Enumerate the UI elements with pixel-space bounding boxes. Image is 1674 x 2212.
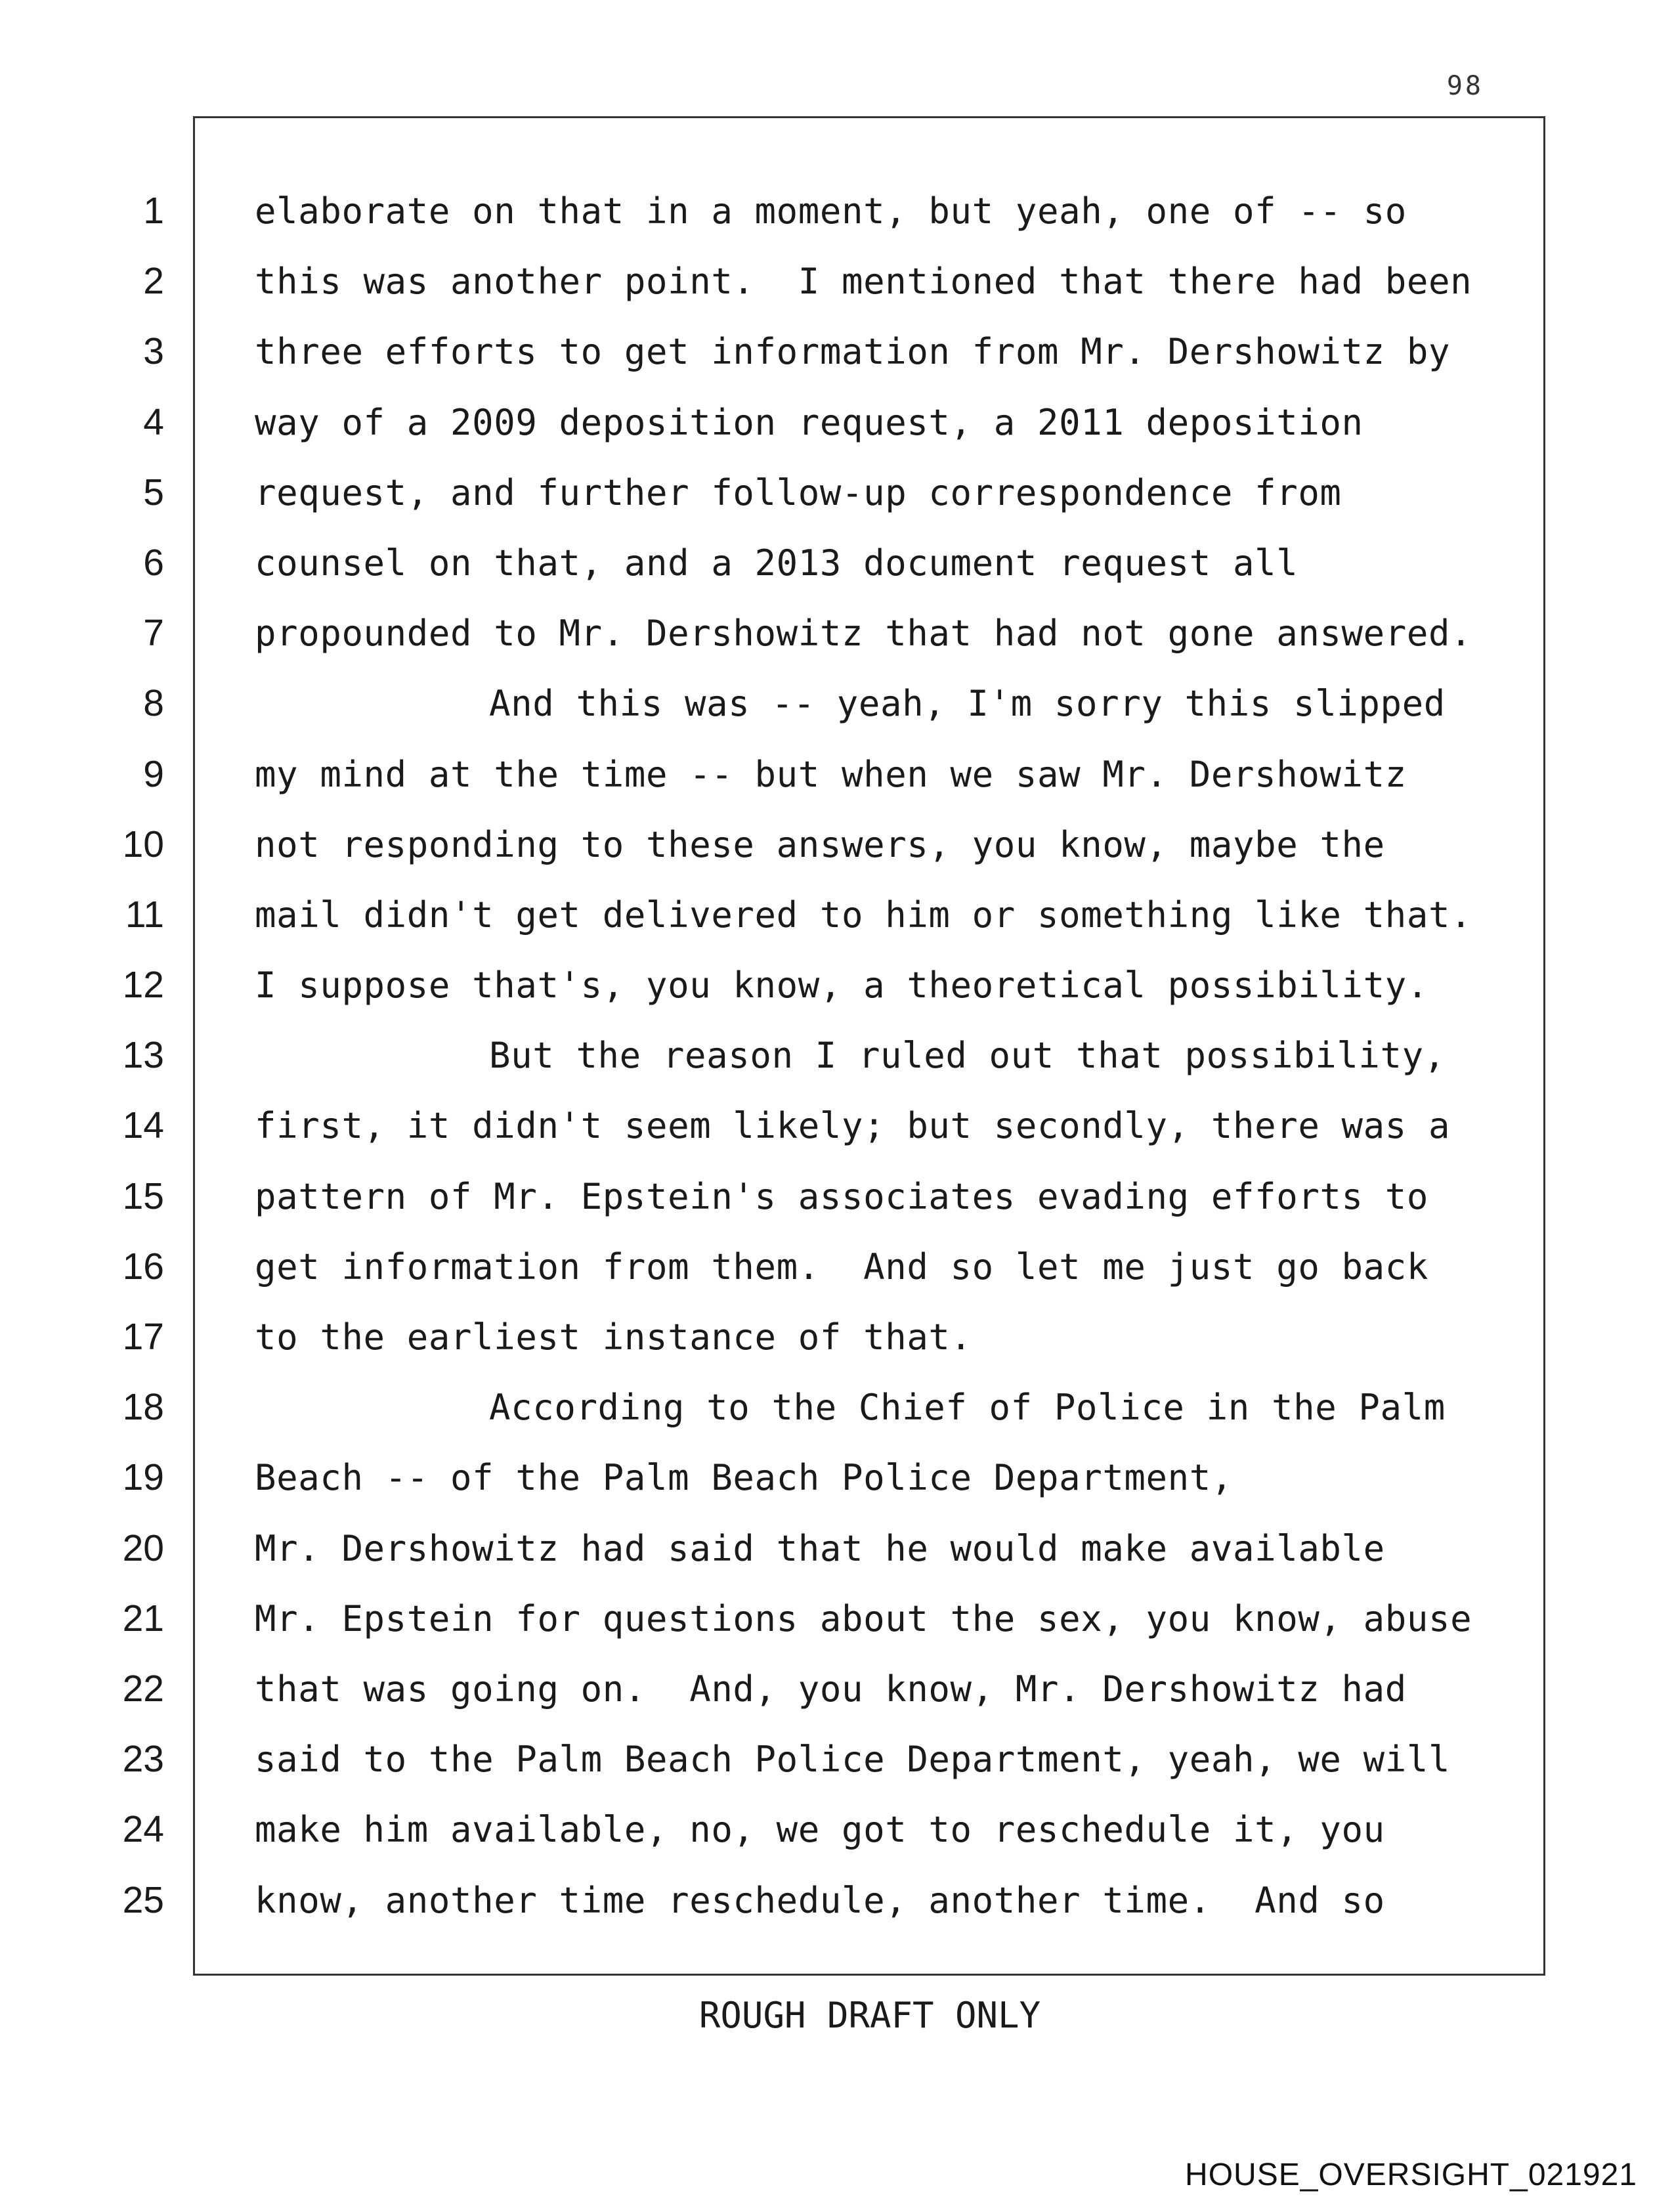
transcript-line: get information from them. And so let me just go back — [255, 1246, 1428, 1288]
line-number: 24 — [122, 1808, 164, 1851]
bates-number: HOUSE_OVERSIGHT_021921 — [1185, 2158, 1637, 2192]
transcript-line: three efforts to get information from Mr. Dershowitz by — [255, 331, 1451, 373]
line-number: 12 — [122, 964, 164, 1007]
line-number: 4 — [143, 401, 164, 443]
line-number: 20 — [122, 1527, 164, 1569]
transcript-line: pattern of Mr. Epstein's associates evading efforts to — [255, 1175, 1428, 1217]
line-number: 7 — [143, 612, 164, 655]
transcript-line: mail didn't get delivered to him or something like that. — [255, 894, 1472, 936]
page-number: 98 — [1446, 71, 1484, 101]
line-number: 22 — [122, 1667, 164, 1710]
transcript-line: Mr. Epstein for questions about the sex, you know, abuse — [255, 1597, 1472, 1639]
line-number: 11 — [125, 893, 164, 936]
draft-notice: ROUGH DRAFT ONLY — [698, 1995, 1041, 2036]
line-number: 13 — [122, 1034, 164, 1077]
transcript-line: this was another point. I mentioned that there had been — [255, 261, 1472, 303]
transcript-line: Mr. Dershowitz had said that he would make available — [255, 1527, 1385, 1569]
transcript-line: that was going on. And, you know, Mr. Dershowitz had — [255, 1668, 1407, 1710]
line-number: 19 — [122, 1456, 164, 1499]
line-number: 25 — [122, 1878, 164, 1921]
line-number: 2 — [143, 260, 164, 303]
transcript-line: said to the Palm Beach Police Department, yeah, we will — [255, 1739, 1451, 1781]
transcript-line: to the earliest instance of that. — [255, 1316, 972, 1358]
line-number: 21 — [122, 1597, 164, 1639]
transcript-line: propounded to Mr. Dershowitz that had not gone answered. — [255, 613, 1472, 655]
line-number: 8 — [143, 682, 164, 725]
line-number: 14 — [122, 1104, 164, 1147]
line-number: 6 — [143, 541, 164, 584]
transcript-line: Beach -- of the Palm Beach Police Department, — [255, 1457, 1233, 1499]
transcript-line: counsel on that, and a 2013 document request all — [255, 542, 1298, 584]
line-number: 15 — [122, 1175, 164, 1217]
line-number-column — [92, 176, 164, 1936]
transcript-line: But the reason I ruled out that possibility, — [489, 1035, 1446, 1077]
transcript-line: not responding to these answers, you know, maybe the — [255, 823, 1385, 865]
line-number: 23 — [122, 1738, 164, 1781]
transcript-line: way of a 2009 deposition request, a 2011 deposition — [255, 401, 1363, 443]
line-number: 1 — [143, 190, 164, 232]
line-number: 17 — [122, 1316, 164, 1358]
transcript-line: my mind at the time -- but when we saw Mr. Dershowitz — [255, 753, 1407, 795]
transcript-body — [255, 176, 1528, 1936]
transcript-line: According to the Chief of Police in the Palm — [489, 1387, 1446, 1429]
transcript-line: request, and further follow-up correspondence from — [255, 471, 1342, 513]
line-number: 9 — [143, 752, 164, 795]
transcript-line: make him available, no, we got to reschedule it, you — [255, 1809, 1385, 1851]
line-number: 5 — [143, 471, 164, 513]
line-number: 16 — [122, 1245, 164, 1288]
transcript-line: first, it didn't seem likely; but secondly, there was a — [255, 1105, 1451, 1147]
line-number: 10 — [122, 823, 164, 865]
transcript-line: elaborate on that in a moment, but yeah, one of -- so — [255, 190, 1407, 232]
transcript-line: know, another time reschedule, another time. And so — [255, 1879, 1385, 1921]
line-number: 3 — [143, 330, 164, 373]
transcript-line: I suppose that's, you know, a theoretical possibility. — [255, 965, 1428, 1007]
line-number: 18 — [122, 1386, 164, 1429]
transcript-line: And this was -- yeah, I'm sorry this slipped — [489, 683, 1446, 725]
